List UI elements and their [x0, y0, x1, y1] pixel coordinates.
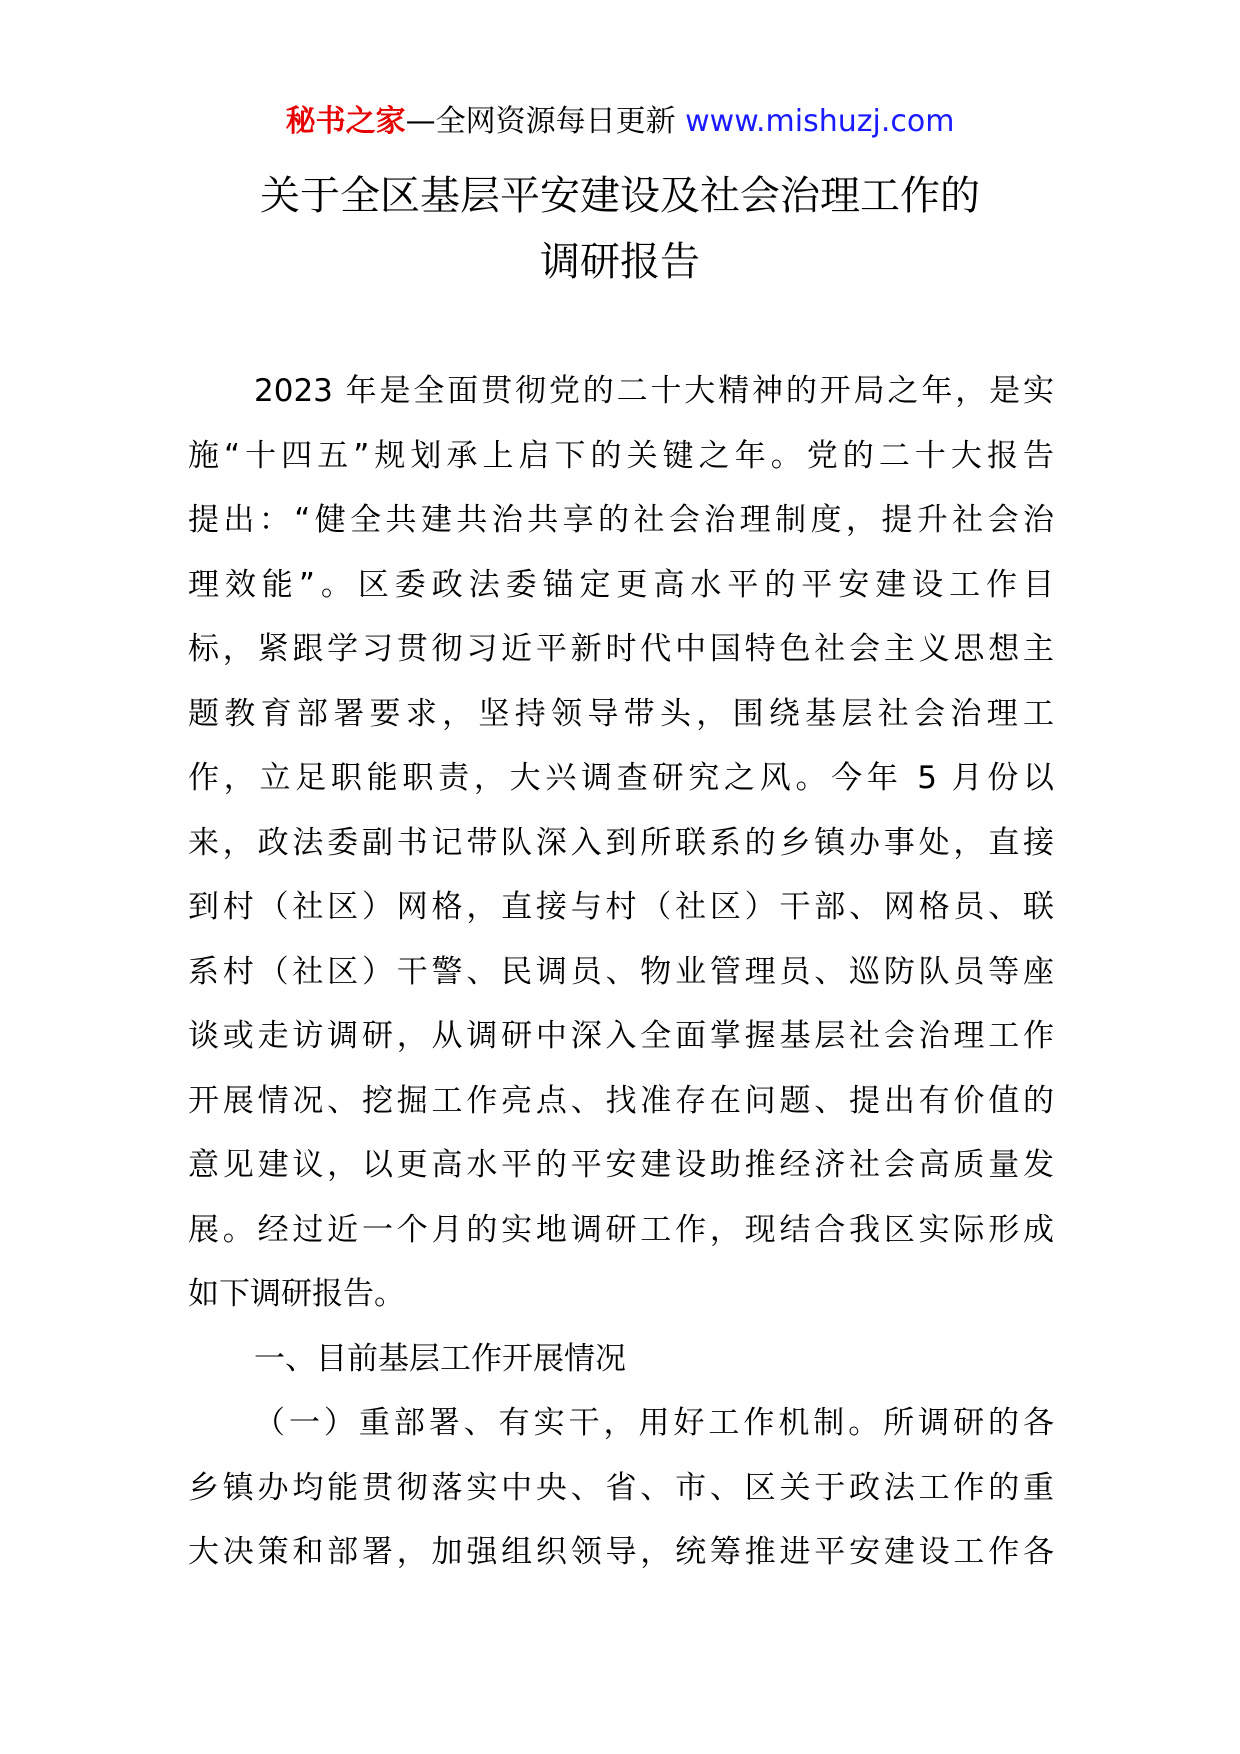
header-tagline: —全网资源每日更新	[405, 104, 686, 139]
site-header	[0, 100, 1240, 144]
document-body	[188, 359, 1054, 1585]
body-line: 2023 年是全面贯彻党的二十大精神的开局之年，是实	[254, 373, 1054, 409]
body-line: 施“十四五”规划承上启下的关键之年。党的二十大报告	[188, 437, 1054, 474]
section-heading: 一、目前基层工作开展情况	[254, 1340, 626, 1377]
body-line: 展。经过近一个月的实地调研工作，现结合我区实际形成	[188, 1211, 1054, 1248]
title-line-1: 关于全区基层平安建设及社会治理工作的	[260, 173, 980, 219]
body-line: 乡镇办均能贯彻落实中央、省、市、区关于政法工作的重	[188, 1469, 1054, 1506]
body-line: 题教育部署要求，坚持领导带头，围绕基层社会治理工	[188, 695, 1054, 732]
site-url-link[interactable]: www.mishuzj.com	[685, 104, 955, 139]
document-title	[0, 163, 1240, 295]
body-line: 开展情况、挖掘工作亮点、找准存在问题、提出有价值的	[188, 1082, 1054, 1119]
body-line: 谈或走访调研，从调研中深入全面掌握基层社会治理工作	[188, 1018, 1054, 1054]
body-line: 意见建议，以更高水平的平安建设助推经济社会高质量发	[188, 1147, 1054, 1183]
body-line: 如下调研报告。	[188, 1276, 405, 1312]
body-line: 大决策和部署，加强组织领导，统筹推进平安建设工作各	[188, 1534, 1054, 1570]
title-line-2: 调研报告	[540, 239, 700, 285]
body-line: 理效能”。区委政法委锚定更高水平的平安建设工作目	[188, 566, 1054, 603]
body-line: 到村（社区）网格，直接与村（社区）干部、网格员、联	[188, 889, 1054, 925]
body-line: 作，立足职能职责，大兴调查研究之风。今年 5 月份以	[188, 760, 1054, 796]
body-line: 标，紧跟学习贯彻习近平新时代中国特色社会主义思想主	[188, 631, 1054, 667]
body-line: 系村（社区）干警、民调员、物业管理员、巡防队员等座	[188, 953, 1054, 990]
body-line: 提出：“健全共建共治共享的社会治理制度，提升社会治	[188, 502, 1054, 538]
body-line: 来，政法委副书记带队深入到所联系的乡镇办事处，直接	[188, 824, 1054, 861]
brand-name: 秘书之家	[285, 104, 406, 139]
body-line: （一）重部署、有实干，用好工作机制。所调研的各	[254, 1405, 1054, 1441]
